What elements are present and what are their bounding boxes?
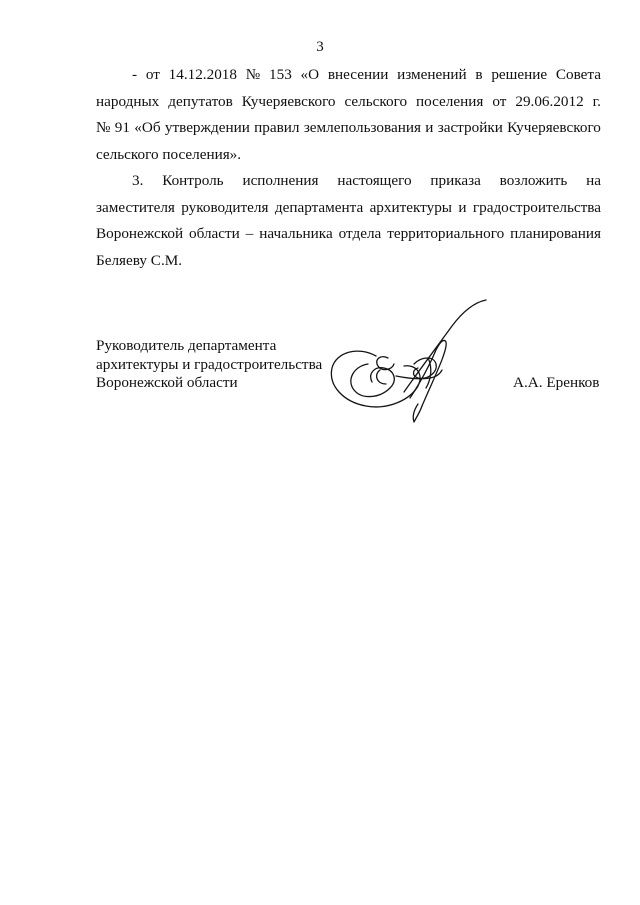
document-body [96, 62, 601, 274]
text-line: сельского поселения». [96, 145, 242, 163]
text-line: Беляеву С.М. [96, 251, 183, 269]
handwritten-signature [318, 294, 500, 424]
signatory-name: А.А. Еренков [513, 374, 600, 391]
paragraph-control [96, 168, 601, 274]
signatory-title-line: Руководитель департамента [96, 337, 277, 354]
text-line: - от 14.12.2018 № 153 «О внесении изменений в решение Совета [132, 66, 601, 83]
text-line: № 91 «Об утверждении правил землепользования и застройки Кучеряевского [96, 119, 601, 136]
text-line: заместителя руководителя департамента архитектуры и градостроительства [96, 198, 601, 216]
signatory-title-line: Воронежской области [96, 374, 238, 391]
text-line: 3. Контроль исполнения настоящего приказа возложить на [96, 168, 601, 195]
text-line: Воронежской области – начальника отдела территориального планирования [96, 225, 601, 242]
paragraph-amendment [96, 62, 601, 168]
signatory-title-line: архитектуры и градостроительства [96, 355, 323, 373]
text-line: народных депутатов Кучеряевского сельского поселения от 29.06.2012 г. [96, 92, 601, 110]
item-number: 3. [132, 172, 144, 189]
page-number: 3 [316, 39, 324, 55]
signature-ink [331, 300, 486, 422]
signatory-title [96, 337, 322, 393]
